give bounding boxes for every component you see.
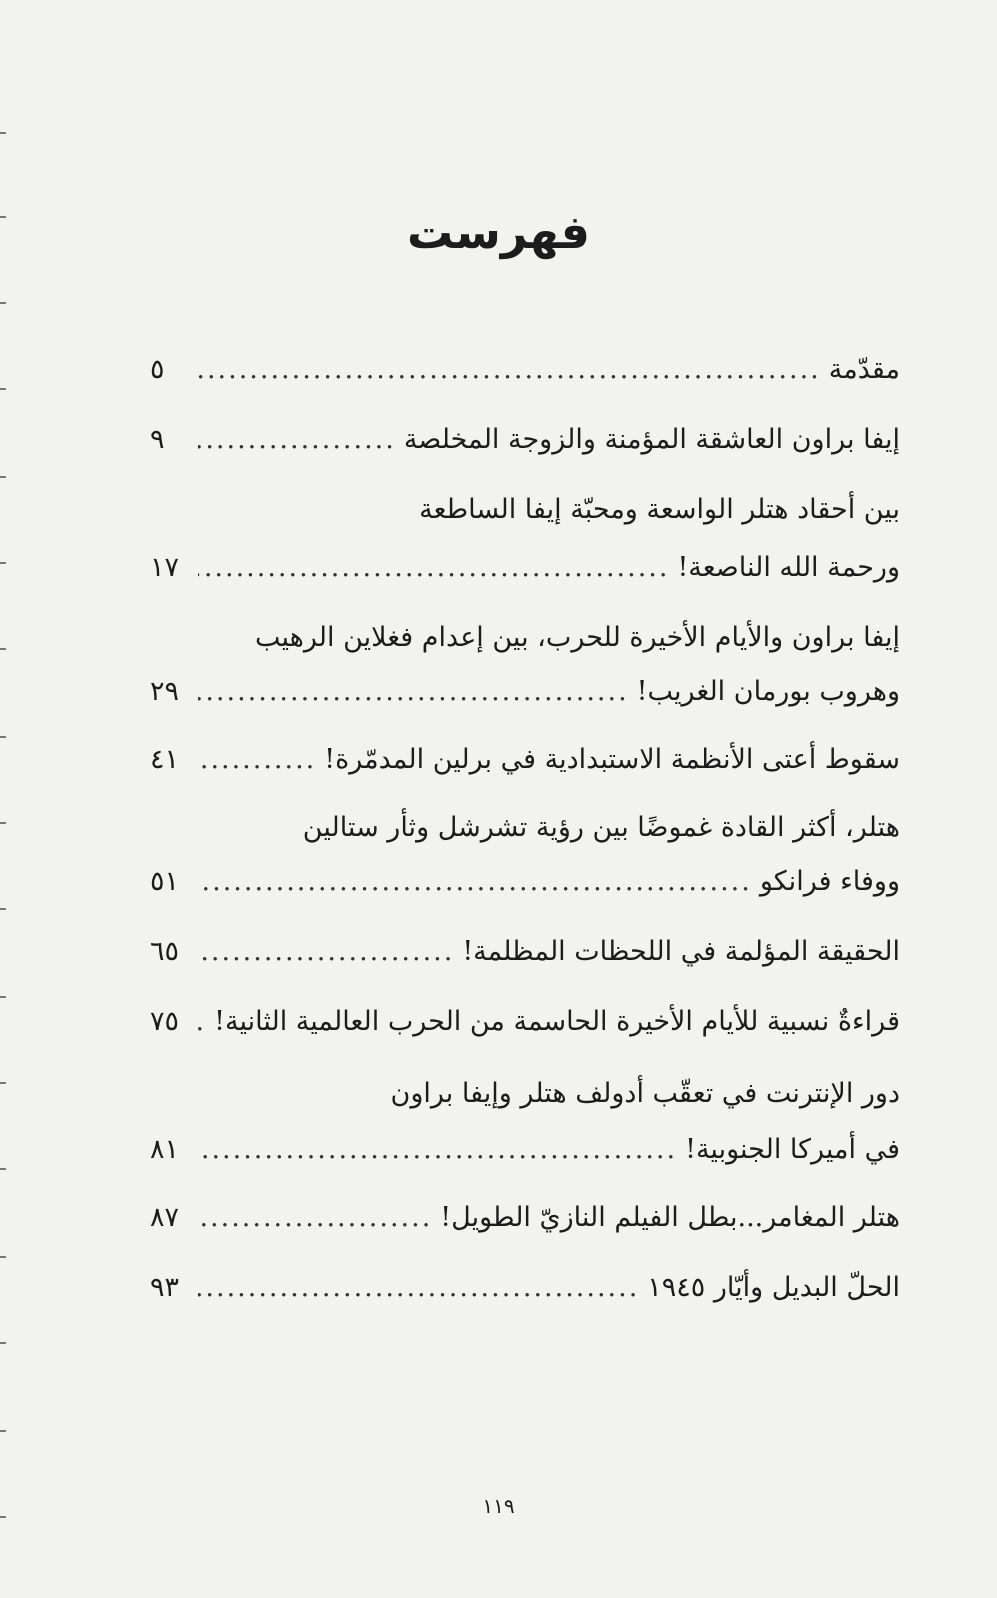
scan-edge-mark [0, 132, 6, 134]
scan-edge-mark [0, 648, 6, 650]
toc-entry-first-line[interactable] [150, 812, 900, 856]
scan-edge-mark [0, 1256, 6, 1258]
toc-entry-title: دور الإنترنت في تعقّب أدولف هتلر وإيفا براون [390, 1078, 900, 1109]
page-number: ١١٩ [482, 1494, 515, 1518]
toc-entry-page: ٤١ [150, 744, 180, 775]
toc-entry-page: ٨١ [150, 1134, 180, 1165]
scan-edge-mark [0, 476, 6, 478]
toc-entry[interactable] [150, 1202, 900, 1246]
scan-edge-mark [0, 302, 6, 304]
dot-leader [198, 1272, 639, 1303]
toc-entry-page: ٦٥ [150, 936, 180, 967]
toc-entry[interactable] [150, 552, 900, 596]
toc-entry-page: ٩ [150, 424, 165, 455]
toc-entry-title: مقدّمة [828, 354, 900, 385]
toc-entry[interactable] [150, 1006, 900, 1050]
dot-leader [198, 866, 752, 897]
toc-entry-page: ١٧ [150, 552, 180, 583]
toc-entry-title: إيفا براون العاشقة المؤمنة والزوجة المخلصة [403, 424, 900, 455]
toc-entry-title: في أميركا الجنوبية! [685, 1134, 900, 1165]
toc-entry-title: الحقيقة المؤلمة في اللحظات المظلمة! [462, 936, 900, 967]
toc-entry-first-line[interactable] [150, 494, 900, 538]
toc-entry-page: ٧٥ [150, 1006, 180, 1037]
dot-leader [198, 676, 629, 707]
toc-entry-title: ورحمة الله الناصعة! [677, 552, 900, 583]
dot-leader [198, 552, 669, 583]
scan-edge-mark [0, 216, 6, 218]
scan-edge-mark [0, 1168, 6, 1170]
toc-entry-page: ٩٣ [150, 1272, 180, 1303]
toc-entry[interactable] [150, 424, 900, 468]
toc-entry-title: وهروب بورمان الغريب! [636, 676, 900, 707]
toc-entry[interactable] [150, 866, 900, 910]
scan-edge-mark [0, 1082, 6, 1084]
toc-entry[interactable] [150, 1134, 900, 1178]
toc-entry[interactable] [150, 936, 900, 980]
dot-leader [198, 1006, 206, 1037]
dot-leader [198, 424, 396, 455]
toc-entry[interactable] [150, 676, 900, 720]
toc-entry-title: بين أحقاد هتلر الواسعة ومحبّة إيفا الساطعة [419, 494, 900, 525]
toc-entry-title: سقوط أعتى الأنظمة الاستبدادية في برلين المدمّرة! [324, 744, 900, 775]
toc-entry-title: هتلر، أكثر القادة غموضًا بين رؤية تشرشل وثأر ستالين [302, 812, 900, 843]
toc-entry[interactable] [150, 1272, 900, 1316]
toc-entry-introduction[interactable] [150, 354, 900, 398]
dot-leader [198, 354, 821, 385]
dot-leader [198, 1202, 432, 1233]
scan-edge-mark [0, 996, 6, 998]
scan-edge-mark [0, 1516, 6, 1518]
toc-entry[interactable] [150, 744, 900, 788]
toc-entry-title: قراءةٌ نسبية للأيام الأخيرة الحاسمة من الحرب العالمية الثانية! [214, 1006, 900, 1037]
toc-entry-title: هتلر المغامر...بطل الفيلم النازيّ الطويل! [440, 1202, 900, 1233]
toc-entry-title: الحلّ البديل وأيّار ١٩٤٥ [647, 1272, 900, 1303]
scan-edge-mark [0, 388, 6, 390]
scan-edge-mark [0, 1430, 6, 1432]
page-title: فهرست [406, 205, 591, 259]
dot-leader [198, 936, 454, 967]
toc-entry-page: ٥ [150, 354, 165, 385]
toc-entry-page: ٨٧ [150, 1202, 180, 1233]
toc-entry-page: ٥١ [150, 866, 180, 897]
scan-edge-mark [0, 736, 6, 738]
scan-edge-mark [0, 562, 6, 564]
toc-entry-first-line[interactable] [150, 1078, 900, 1122]
scan-edge-mark [0, 1342, 6, 1344]
toc-entry-first-line[interactable] [150, 622, 900, 666]
toc-entry-title: إيفا براون والأيام الأخيرة للحرب، بين إعدام فغلاين الرهيب [255, 622, 900, 653]
scan-edge-mark [0, 908, 6, 910]
dot-leader [198, 1134, 677, 1165]
toc-entry-page: ٢٩ [150, 676, 180, 707]
toc-entry-title: ووفاء فرانكو [759, 866, 900, 897]
scan-edge-mark [0, 822, 6, 824]
dot-leader [198, 744, 316, 775]
